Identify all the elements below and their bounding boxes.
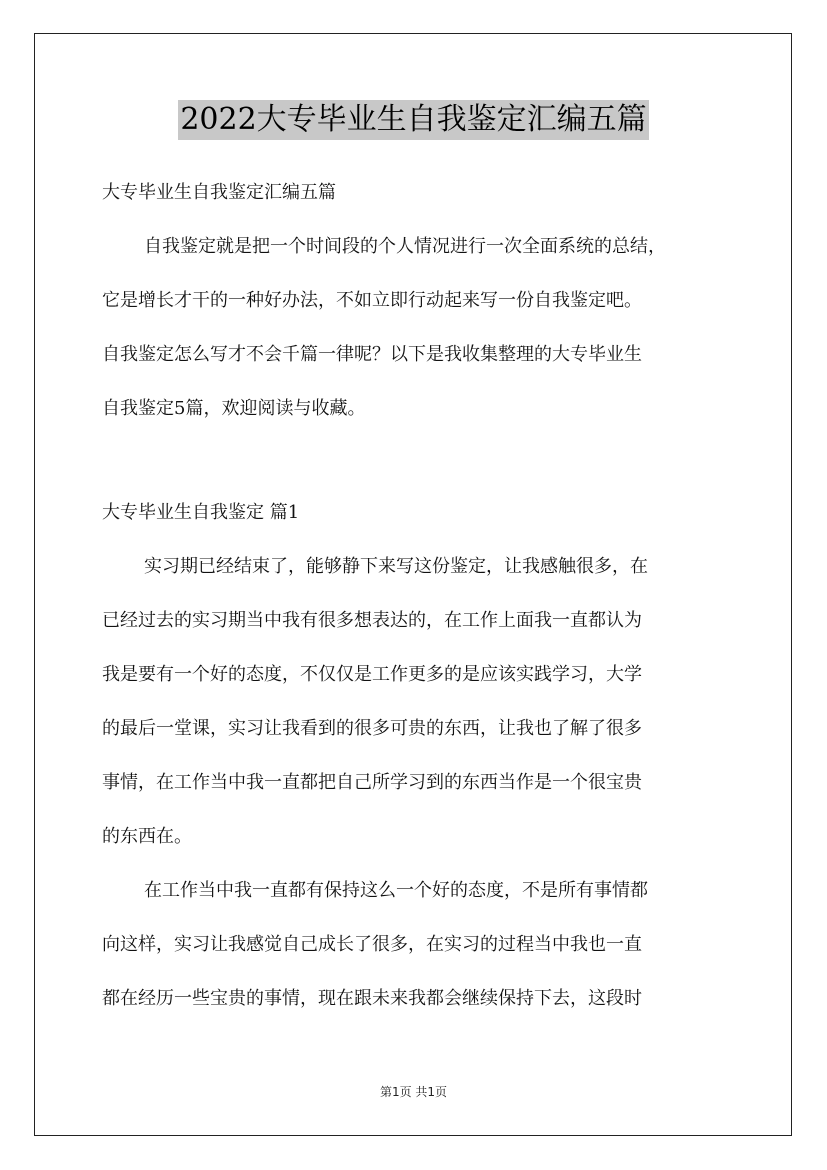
intro-line: 它是增长才干的一种好办法，不如立即行动起来写一份自我鉴定吧。 [102, 290, 642, 311]
section-spacer [102, 444, 728, 494]
section-heading: 大专毕业生自我鉴定 篇1 [102, 502, 300, 523]
title-container [0, 100, 827, 140]
paragraph-line: 已经过去的实习期当中我有很多想表达的，在工作上面我一直都认为 [102, 610, 642, 631]
intro-heading: 大专毕业生自我鉴定汇编五篇 [102, 182, 336, 203]
paragraph-line: 的东西在。 [102, 826, 192, 847]
page-footer: 第1页 共1页 [379, 1085, 448, 1099]
paragraph-line: 在工作当中我一直都有保持这么一个好的态度，不是所有事情都 [144, 880, 648, 901]
paragraph-line: 事情，在工作当中我一直都把自己所学习到的东西当作是一个很宝贵 [102, 772, 642, 793]
document-title: 2022大专毕业生自我鉴定汇编五篇 [178, 100, 648, 140]
document-body [102, 174, 728, 1034]
intro-line: 自我鉴定就是把一个时间段的个人情况进行一次全面系统的总结， [144, 236, 666, 257]
paragraph-line: 我是要有一个好的态度，不仅仅是工作更多的是应该实践学习，大学 [102, 664, 642, 685]
intro-line: 自我鉴定怎么写才不会千篇一律呢？以下是我收集整理的大专毕业生 [102, 344, 642, 365]
intro-line: 自我鉴定5篇，欢迎阅读与收藏。 [102, 398, 366, 419]
paragraph-line: 的最后一堂课，实习让我看到的很多可贵的东西，让我也了解了很多 [102, 718, 642, 739]
paragraph-line: 向这样，实习让我感觉自己成长了很多，在实习的过程当中我也一直 [102, 934, 642, 955]
paragraph-line: 都在经历一些宝贵的事情，现在跟未来我都会继续保持下去，这段时 [102, 988, 642, 1009]
paragraph-line: 实习期已经结束了，能够静下来写这份鉴定，让我感触很多，在 [144, 556, 648, 577]
